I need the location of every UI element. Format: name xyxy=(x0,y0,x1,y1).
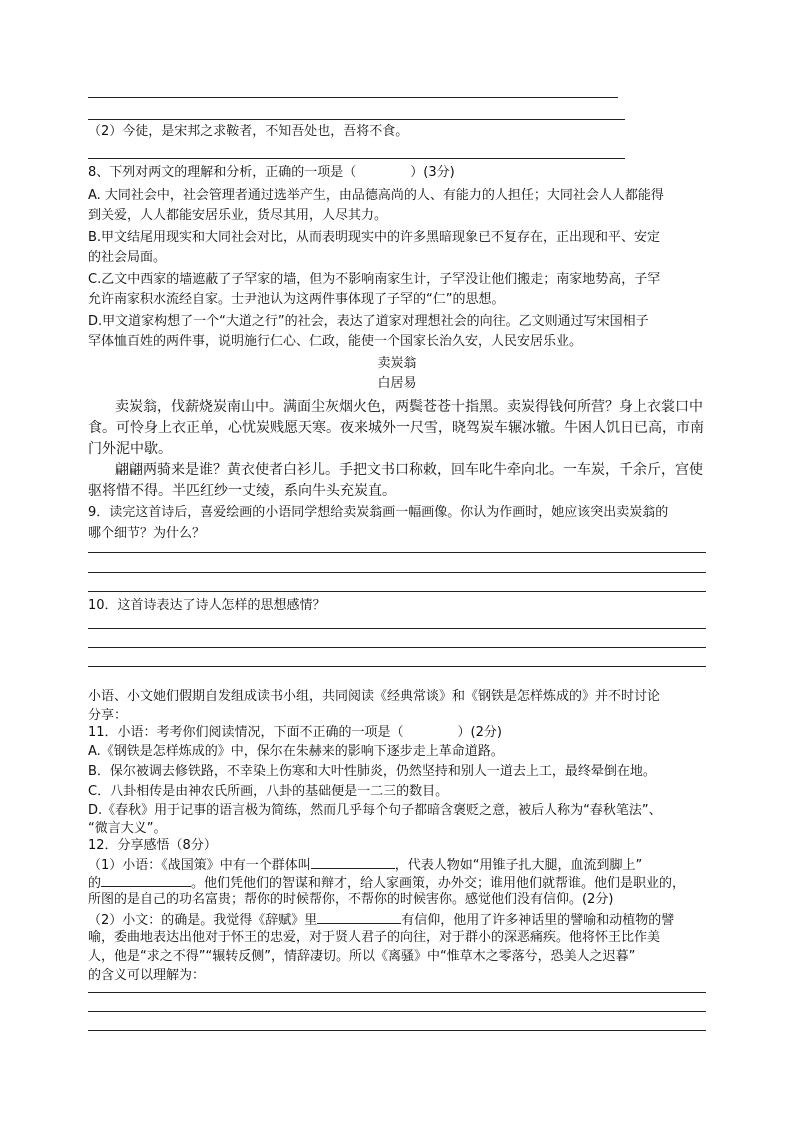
q7-part2-sentence: （2）今徒，是宋邦之求鞍者，不知吾处也，吾将不食。 xyxy=(88,124,409,139)
poem-author: 白居易 xyxy=(377,376,417,391)
q12-part1-line: 的 。他们凭他们的智谋和辩才，给人家画策，办外交；谁用他们就帮谁。他们是职业的， xyxy=(88,872,685,894)
answer-line[interactable] xyxy=(88,552,706,553)
reading-group-intro: 分享： xyxy=(88,708,128,723)
q12-part1-line: （1）小语：《战国策》中有一个群体叫 ，代表人物如“用锥子扎大腿，血流到脚上” xyxy=(88,854,642,876)
q12-part2-line: 的含义可以理解为： xyxy=(88,968,206,983)
q11-stem-text: 11．小语：考考你们阅读情况，下面不正确的一项是（ xyxy=(88,725,404,740)
q10-stem: 10．这首诗表达了诗人怎样的思想感情？ xyxy=(88,598,326,613)
fill-blank[interactable] xyxy=(317,909,401,924)
answer-line[interactable] xyxy=(88,591,706,592)
q8-option-line: A. 大同社会中，社会管理者通过选举产生，由品德高尚的人、有能力的人担任；大同社会人人都能得 xyxy=(88,188,664,203)
answer-line[interactable] xyxy=(88,1011,706,1012)
q8-option-line: D.甲文道家构想了一个“大道之行”的社会，表达了道家对理想社会的向往。乙文则通过写宋国相子 xyxy=(88,314,649,329)
fill-blank[interactable] xyxy=(311,854,395,869)
q11-option-line: C．八卦相传是由神农氏所画，八卦的基础便是一二三的数目。 xyxy=(88,784,449,799)
poem-line: 食。可怜身上衣正单，心忧炭贱愿天寒。夜来城外一尺雪，晓驾炭车辗冰辙。牛困人饥日已高，市南 xyxy=(88,420,704,436)
poem-line: 驱将惜不得。半匹红纱一丈绫，系向牛头充炭直。 xyxy=(88,483,396,499)
q11-option-line: B．保尔被调去修铁路，不幸染上伤寒和大叶性肺炎，仍然坚持和别人一道去上工，最终晕倒在地。 xyxy=(88,764,656,779)
poem-line: 卖炭翁，伐薪烧炭南山中。满面尘灰烟火色，两鬓苍苍十指黑。卖炭得钱何所营？身上衣裳口中 xyxy=(115,399,703,415)
poem-line: 门外泥中歇。 xyxy=(88,441,172,457)
fill-blank[interactable] xyxy=(101,872,191,887)
poem-title: 卖炭翁 xyxy=(377,356,417,371)
q11-option-line: “微言大义”。 xyxy=(88,821,167,836)
answer-line[interactable] xyxy=(88,97,618,98)
answer-line[interactable] xyxy=(88,119,625,120)
q8-option-line: 到关爱，人人都能安居乐业，货尽其用，人尽其力。 xyxy=(88,208,388,223)
poem-line: 翩翩两骑来是谁？黄衣使者白衫儿。手把文书口称敕，回车叱牛牵向北。一车炭，千余斤，宫使 xyxy=(115,462,703,478)
q8-option-line: B.甲文结尾用现实和大同社会对比，从而表明现实中的许多黑暗现象已不复存在，正出现和平、安定 xyxy=(88,230,661,245)
q11-stem xyxy=(88,723,502,743)
answer-line[interactable] xyxy=(88,647,706,648)
q12-stem: 12．分享感悟（8分） xyxy=(88,838,217,853)
answer-line[interactable] xyxy=(88,666,706,667)
q11-option-line: D.《春秋》用于记事的语言极为简练，然而几乎每个句子都暗含褒贬之意，被后人称为“春秋笔法”、 xyxy=(88,803,662,818)
q9-stem: 哪个细节？为什么？ xyxy=(88,526,206,541)
q11-option-line: A.《钢铁是怎样炼成的》中，保尔在朱赫来的影响下逐步走上革命道路。 xyxy=(88,744,504,759)
answer-line[interactable] xyxy=(88,1030,706,1031)
q9-stem: 9．读完这首诗后，喜爱绘画的小语同学想给卖炭翁画一幅画像。你认为作画时，她应该突出卖炭翁的 xyxy=(88,505,669,520)
q11-score: ）(2分) xyxy=(457,725,502,740)
reading-group-intro: 小语、小文她们假期自发组成读书小组，共同阅读《经典常谈》和《钢铁是怎样炼成的》并不时讨论 xyxy=(88,689,661,704)
q12-part2-line: 喻，委曲地表达出他对于怀王的忠爱，对于贤人君子的向往，对于群小的深恶痛疾。他将怀王比作美 xyxy=(88,930,661,945)
q12-part2-line: （2）小文：的确是。我觉得《辞赋》里 有信仰，他用了许多神话里的譬喻和动植物的譬 xyxy=(88,909,674,931)
q8-option-line: 允许南家积水流经自家。士尹池认为这两件事体现了子罕的“仁”的思想。 xyxy=(88,292,505,307)
q8-stem xyxy=(88,163,455,183)
answer-line[interactable] xyxy=(88,572,706,573)
answer-line[interactable] xyxy=(88,992,706,993)
q8-option-line: 罕体恤百姓的两件事，说明施行仁心、仁政，能使一个国家长治久安，人民安居乐业。 xyxy=(88,334,583,349)
q8-option-line: 的社会局面。 xyxy=(88,250,167,265)
answer-line[interactable] xyxy=(88,628,706,629)
q8-option-line: C.乙文中西家的墙遮蔽了子罕家的墙，但为不影响南家生计，子罕没让他们搬走；南家地势高，子罕 xyxy=(88,272,661,287)
q12-part2-line: 人，他是“求之不得”“辗转反侧”，情辞凄切。所以《离骚》中“惟草木之零落兮，恐美人之迟暮” xyxy=(88,949,636,964)
q8-stem-text: 8、下列对两文的理解和分析，正确的一项是（ xyxy=(88,165,357,180)
answer-line[interactable] xyxy=(88,158,625,159)
q8-score: ）(3分) xyxy=(410,165,455,180)
q12-part1-line: 所图的是自己的功名富贵；帮你的时候帮你，不帮你的时候害你。感觉他们没有信仰。(2分) xyxy=(88,892,614,907)
